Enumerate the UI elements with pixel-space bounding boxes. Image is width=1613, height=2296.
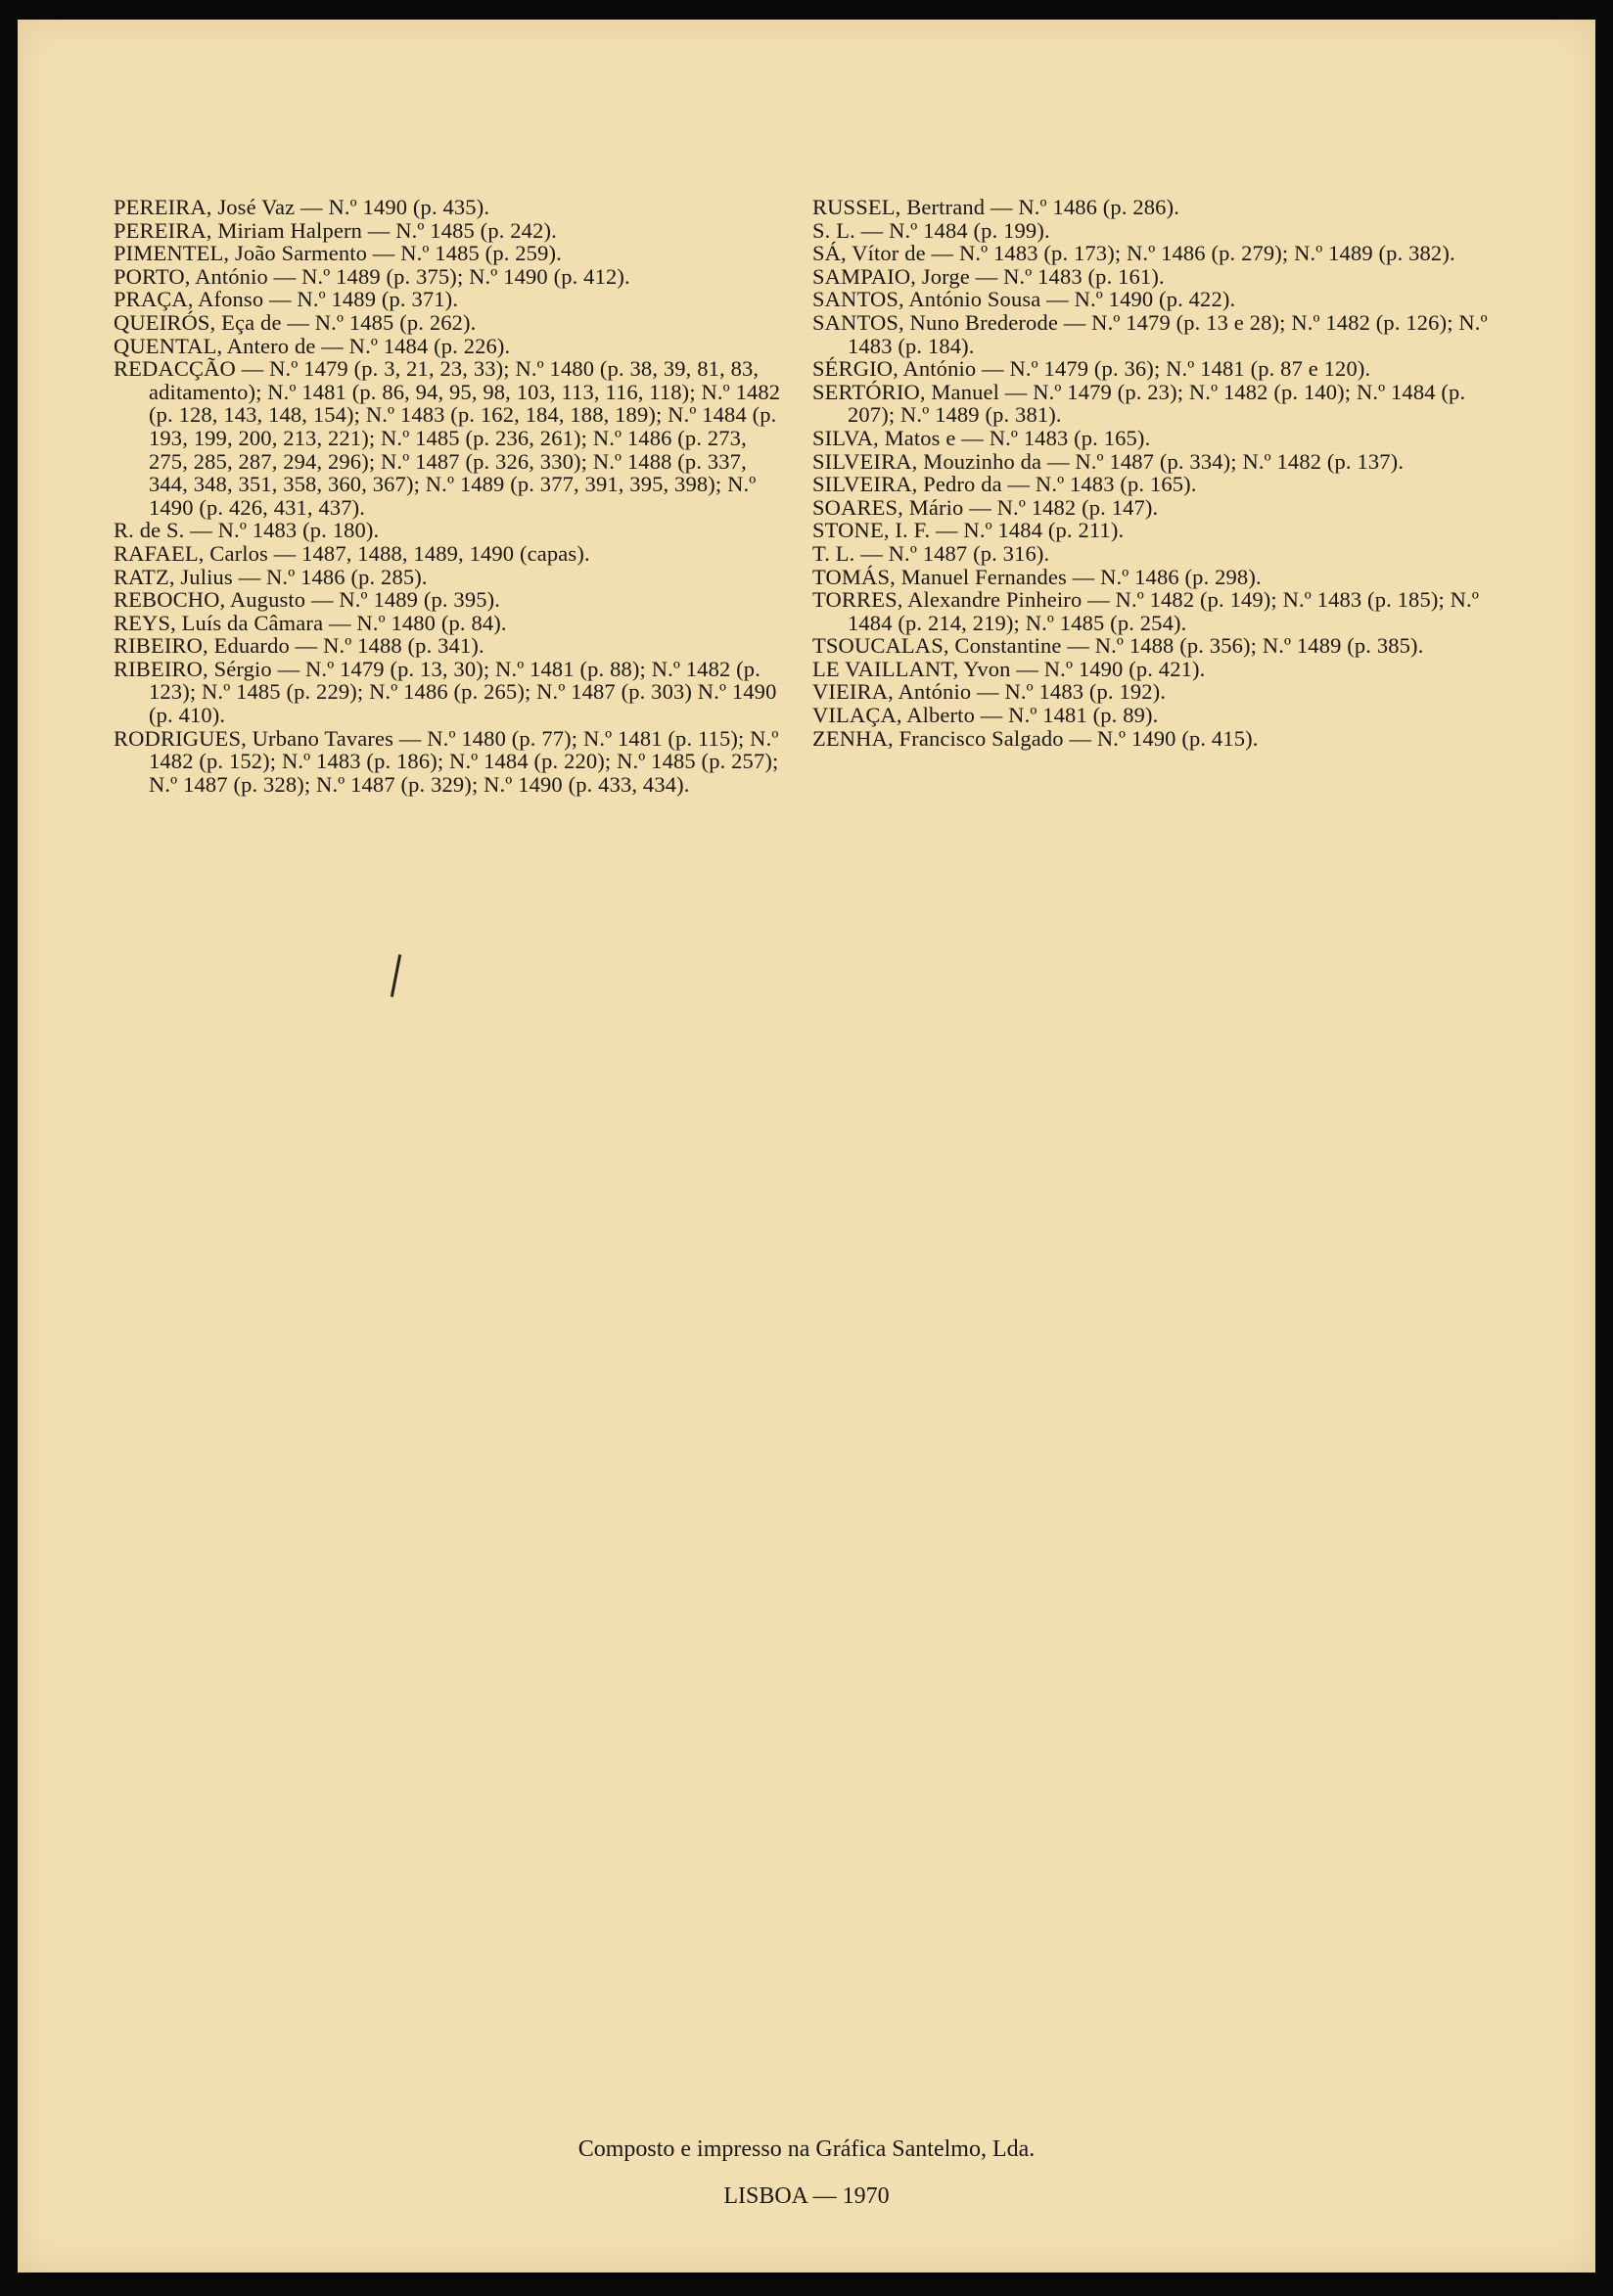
index-column-left [114,196,789,796]
index-entry: SOARES, Mário — N.º 1482 (p. 147). [812,494,1159,520]
index-entry: SERTÓRIO, Manuel — N.º 1479 (p. 23); N.º 1482 (p. 140); N.º 1484 (p. 207); N.º 1489 (p. 381). [812,379,1466,428]
index-entry: VILAÇA, Alberto — N.º 1481 (p. 89). [812,703,1159,728]
imprint-place-year: LISBOA — 1970 [723,2183,890,2209]
index-entry: SILVEIRA, Mouzinho da — N.º 1487 (p. 334); N.º 1482 (p. 137). [812,448,1405,474]
index-entry: SILVEIRA, Pedro da — N.º 1483 (p. 165). [812,472,1197,497]
index-entry: RIBEIRO, Eduardo — N.º 1488 (p. 341). [114,633,484,659]
document-page [18,20,1595,2273]
index-entry: QUENTAL, Antero de — N.º 1484 (p. 226). [114,333,511,358]
index-entry: REBOCHO, Augusto — N.º 1489 (p. 395). [114,587,501,613]
index-entry: PIMENTEL, João Sarmento — N.º 1485 (p. 259). [114,241,562,266]
index-entry: VIEIRA, António — N.º 1483 (p. 192). [812,679,1167,705]
index-entry: PEREIRA, Miriam Halpern — N.º 1485 (p. 242). [114,217,557,243]
index-entry: STONE, I. F. — N.º 1484 (p. 211). [812,518,1125,543]
index-entry: LE VAILLANT, Yvon — N.º 1490 (p. 421). [812,656,1206,681]
index-entry: RIBEIRO, Sérgio — N.º 1479 (p. 13, 30); N.º 1481 (p. 88); N.º 1482 (p. 123); N.º 1485 (p. 229); N.º 1486 (p. 265); N.º 1487 (p. 303) N.º 1490 (p. 410). [114,656,777,728]
index-entry: TORRES, Alexandre Pinheiro — N.º 1482 (p. 149); N.º 1483 (p. 185); N.º 1484 (p. 214, 219); N.º 1485 (p. 254). [812,587,1479,635]
printer-credit: Composto e impresso na Gráfica Santelmo, Lda. [577,2136,1036,2162]
index-entry: SAMPAIO, Jorge — N.º 1483 (p. 161). [812,263,1165,289]
index-entry: SÁ, Vítor de — N.º 1483 (p. 173); N.º 1486 (p. 279); N.º 1489 (p. 382). [812,241,1455,266]
index-entry: SÉRGIO, António — N.º 1479 (p. 36); N.º 1481 (p. 87 e 120). [812,356,1371,382]
index-entry: S. L. — N.º 1484 (p. 199). [812,217,1050,243]
index-entry: SANTOS, António Sousa — N.º 1490 (p. 422). [812,287,1236,312]
index-entry: ZENHA, Francisco Salgado — N.º 1490 (p. 415). [812,725,1259,751]
index-entry: TOMÁS, Manuel Fernandes — N.º 1486 (p. 298). [812,564,1262,589]
index-entry: RUSSEL, Bertrand — N.º 1486 (p. 286). [812,195,1179,219]
index-entry: PRAÇA, Afonso — N.º 1489 (p. 371). [114,287,459,312]
index-entry: QUEIRÓS, Eça de — N.º 1485 (p. 262). [114,309,477,335]
index-entry: PORTO, António — N.º 1489 (p. 375); N.º 1490 (p. 412). [114,263,630,289]
index-entry: TSOUCALAS, Constantine — N.º 1488 (p. 356); N.º 1489 (p. 385). [812,633,1424,659]
index-entry: REYS, Luís da Câmara — N.º 1480 (p. 84). [114,610,507,635]
index-entry: RATZ, Julius — N.º 1486 (p. 285). [114,564,428,589]
index-entry: SILVA, Matos e — N.º 1483 (p. 165). [812,425,1151,450]
index-entry: SANTOS, Nuno Brederode — N.º 1479 (p. 13 e 28); N.º 1482 (p. 126); N.º 1483 (p. 184). [812,309,1488,358]
index-entry: PEREIRA, José Vaz — N.º 1490 (p. 435). [114,195,490,219]
index-entry: R. de S. — N.º 1483 (p. 180). [114,518,380,543]
index-entry: RODRIGUES, Urbano Tavares — N.º 1480 (p. 77); N.º 1481 (p. 115); N.º 1482 (p. 152); N.º 1483 (p. 186); N.º 1484 (p. 220); N.º 1485 (p. 257); N.º 1487 (p. 328); N.º 1487 (p. 329); N.º 1490 (p. 433, 434). [114,725,779,797]
index-entry: RAFAEL, Carlos — 1487, 1488, 1489, 1490 (capas). [114,540,590,566]
index-entry: REDACÇÃO — N.º 1479 (p. 3, 21, 23, 33); N.º 1480 (p. 38, 39, 81, 83, aditamento); N.º 1481 (p. 86, 94, 95, 98, 103, 113, 116, 118); N.º 1482 (p. 128, 143, 148, 154); N.º 1483 (p. 162, 184, 188, 189); N.º 1484 (p. 193, 199, 200, 213, 221); N.º 1485 (p. 236, 261); N.º 1486 (p. 273, 275, 285, 287, 294, 296); N.º 1487 (p. 326, 330); N.º 1488 (p. 337, 344, 348, 351, 358, 360, 367); N.º 1489 (p. 377, 391, 395, 398); N.º 1490 (p. 426, 431, 437). [114,356,781,520]
pen-mark [391,954,401,997]
index-column-right [812,196,1498,750]
index-entry: T. L. — N.º 1487 (p. 316). [812,540,1050,566]
